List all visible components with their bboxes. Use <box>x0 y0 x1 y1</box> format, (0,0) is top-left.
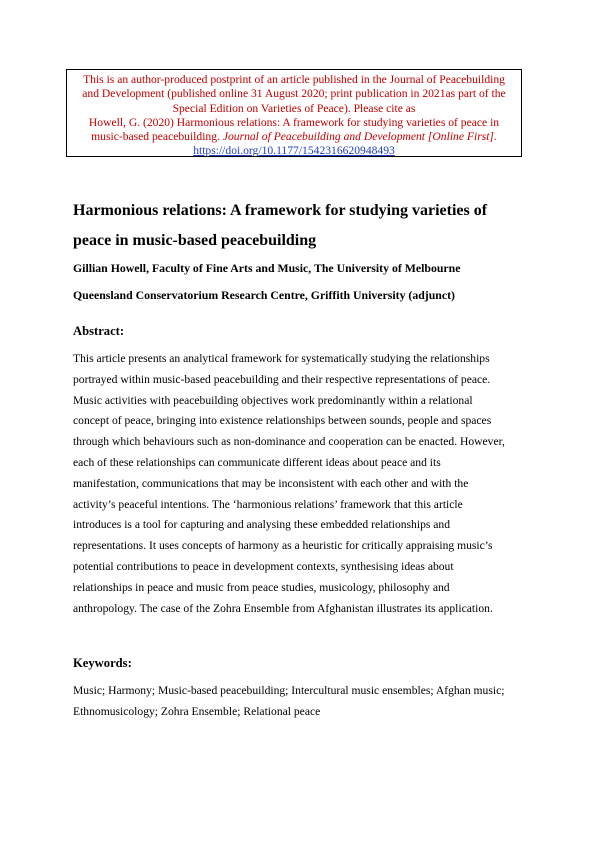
citation-notice-box <box>66 69 522 157</box>
abstract-line: This article presents an analytical framework for systematically studying the relationships <box>73 352 490 365</box>
keywords-line: Ethnomusicology; Zohra Ensemble; Relational peace <box>73 704 321 718</box>
notice-line <box>71 130 517 144</box>
notice-line: Special Edition on Varieties of Peace). Please cite as <box>172 101 416 115</box>
author-affiliation-adjunct: Queensland Conservatorium Research Centre, Griffith University (adjunct) <box>73 288 455 302</box>
abstract-line: introduces is a tool for capturing and analysing these embedded relationships and <box>73 518 451 532</box>
abstract-line: portrayed within music-based peacebuilding and their respective representations of peace. <box>73 372 491 386</box>
abstract-line: representations. It uses concepts of harmony as a heuristic for critically appraising music’s <box>73 539 493 553</box>
keywords-line: Music; Harmony; Music-based peacebuilding; Intercultural music ensembles; Afghan music; <box>73 684 505 697</box>
abstract-line: each of these relationships can communicate different ideas about peace and its <box>73 455 441 469</box>
article-title <box>73 196 533 256</box>
notice-line-text: music-based peacebuilding. <box>91 130 223 144</box>
abstract-line: potential contributions to peace in development contexts, synthesising ideas about <box>73 559 454 573</box>
notice-line: Howell, G. (2020) Harmonious relations: A framework for studying varieties of peace in <box>88 115 500 129</box>
journal-name: Journal of Peacebuilding and Development [Online First]. <box>222 130 497 144</box>
title-line: Harmonious relations: A framework for studying varieties of <box>73 202 488 219</box>
abstract-line: manifestation, communications that may be inconsistent with each other and with the <box>73 476 469 490</box>
abstract-line: through which behaviours such as non-dominance and cooperation can be enacted. However, <box>73 435 505 449</box>
notice-line: and Development (published online 31 August 2020; print publication in 2021as part of the <box>82 87 506 101</box>
abstract-line: anthropology. The case of the Zohra Ensemble from Afghanistan illustrates its application. <box>73 601 493 615</box>
author-affiliation: Gillian Howell, Faculty of Fine Arts and Music, The University of Melbourne <box>73 261 461 275</box>
title-line: peace in music-based peacebuilding <box>73 232 317 249</box>
abstract-body <box>73 349 533 619</box>
keywords-heading: Keywords: <box>73 656 132 670</box>
abstract-line: activity’s peaceful intentions. The ‘harmonious relations’ framework that this article <box>73 497 463 511</box>
doi-link[interactable]: https://doi.org/10.1177/1542316620948493 <box>193 144 395 158</box>
keywords-body <box>73 681 533 723</box>
abstract-heading: Abstract: <box>73 324 125 338</box>
abstract-line: Music activities with peacebuilding objectives work predominantly within a relational <box>73 393 473 407</box>
abstract-line: relationships in peace and music from peace studies, musicology, philosophy and <box>73 580 450 594</box>
abstract-line: concept of peace, bringing into existence relationships between sounds, people and spaces <box>73 414 492 428</box>
notice-line: This is an author-produced postprint of an article published in the Journal of Peacebuilding <box>83 73 505 86</box>
